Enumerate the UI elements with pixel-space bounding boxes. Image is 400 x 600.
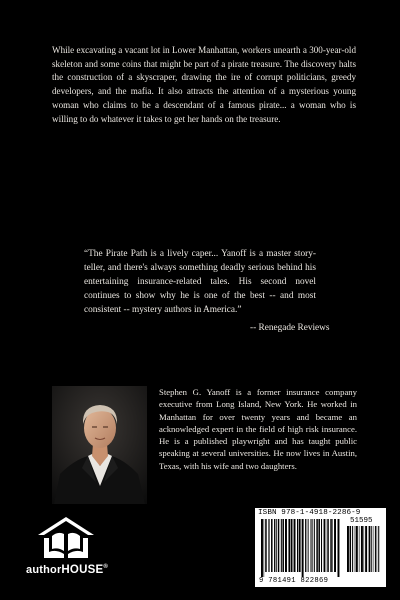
isbn-barcode — [255, 508, 386, 587]
review-quote: “The Pirate Path is a lively caper... Yanoff is a master story-teller, and there's always something deadly serious behind his entertaining insurance-related tales. His second novel continues to show why he is one of the best -- and most consistent -- mystery authors in America.” — [84, 249, 316, 315]
author-photo — [52, 386, 147, 504]
review-source: -- Renegade Reviews — [250, 323, 330, 333]
price-code: 51595 — [350, 517, 373, 525]
back-cover-synopsis: While excavating a vacant lot in Lower Manhattan, workers unearth a 300-year-old skeleton and some coins that might be part of a pirate treasure. The discovery halts the construction of a skyscraper, drawing the ire of corrupt politicians, greedy developers, and the mafia. It also attracts the attention of a mysterious young woman who claims to be a descendant of a famous pirate... a woman who is willing to do whatever it takes to get her hands on the treasure. — [52, 45, 356, 124]
barcode-bars — [261, 519, 341, 577]
house-book-icon — [36, 516, 96, 560]
publisher-logo-text: authorHOUSE® — [26, 564, 108, 576]
addon-barcode-bars — [347, 526, 381, 577]
ean-digits: 9 781491 822869 — [259, 577, 329, 585]
author-bio: Stephen G. Yanoff is a former insurance company executive from Long Island, New York. He worked in Manhattan for over twenty years and became an acknowledged expert in the field of high risk insurance. He is a published playwright and has taught public speaking at several universities. He now lives in Austin, Texas, with his wife and two daughters. — [159, 387, 357, 471]
isbn-label: ISBN 978-1-4918-2286-9 — [258, 509, 361, 517]
